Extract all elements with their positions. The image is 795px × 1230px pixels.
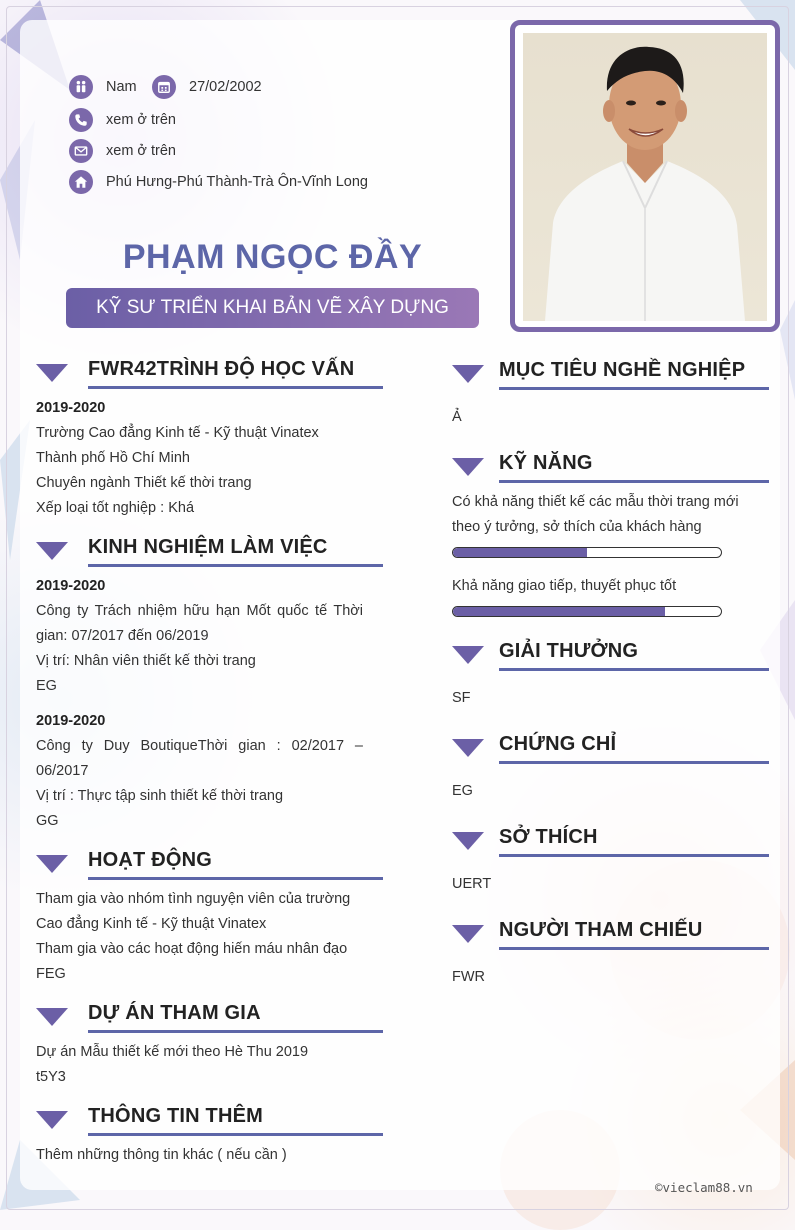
- skill-level-fill: [453, 548, 587, 557]
- section-marker-icon: [36, 1008, 68, 1026]
- more-info-title: THÔNG TIN THÊM: [88, 1105, 264, 1127]
- birthday-value: 27/02/2002: [189, 79, 262, 95]
- contact-birthday-row: [152, 75, 262, 99]
- certificates-title: CHỨNG CHỈ: [499, 733, 617, 755]
- objective-text: Ả: [452, 409, 462, 425]
- email-value: xem ở trên: [106, 143, 176, 159]
- skill-label: Khả năng giao tiếp, thuyết phục tốt: [452, 578, 677, 594]
- phone-value: xem ở trên: [106, 112, 176, 128]
- activities-text: Tham gia vào nhóm tình nguyện viên của trường Cao đẳng Kinh tế - Kỹ thuật Vinatex: [36, 891, 351, 932]
- activities-note: FEG: [36, 966, 66, 982]
- section-marker-icon: [452, 739, 484, 757]
- profile-photo: [523, 33, 767, 321]
- section-underline: [88, 877, 383, 880]
- home-icon: [69, 170, 93, 194]
- section-marker-icon: [36, 855, 68, 873]
- gender-value: Nam: [106, 79, 137, 95]
- calendar-icon: [152, 75, 176, 99]
- contact-phone-row: [69, 108, 176, 132]
- experience-role: Vị trí : Thực tập sinh thiết kế thời trang: [36, 788, 284, 804]
- section-underline: [88, 386, 383, 389]
- activities-text-2: Tham gia vào các hoạt động hiến máu nhân đạo: [36, 941, 348, 957]
- section-marker-icon: [452, 832, 484, 850]
- education-line: Thành phố Hồ Chí Minh: [36, 450, 190, 466]
- projects-note: t5Y3: [36, 1069, 66, 1085]
- education-title: FWR42TRÌNH ĐỘ HỌC VẤN: [88, 358, 355, 380]
- email-icon: [69, 139, 93, 163]
- candidate-name: PHẠM NGỌC ĐẦY: [122, 238, 423, 276]
- contact-gender-row: [69, 75, 137, 99]
- contact-email-row: [69, 139, 176, 163]
- references-text: FWR: [452, 969, 486, 985]
- section-underline: [499, 387, 769, 390]
- section-underline: [88, 1030, 383, 1033]
- certificates-text: EG: [452, 783, 473, 799]
- gender-icon: [69, 75, 93, 99]
- experience-role: Vị trí: Nhân viên thiết kế thời trang: [36, 653, 256, 669]
- section-marker-icon: [452, 925, 484, 943]
- section-marker-icon: [36, 1111, 68, 1129]
- section-marker-icon: [452, 646, 484, 664]
- watermark: ©vieclam88.vn: [655, 1180, 753, 1195]
- projects-title: DỰ ÁN THAM GIA: [88, 1002, 261, 1024]
- section-marker-icon: [452, 365, 484, 383]
- education-line: Trường Cao đẳng Kinh tế - Kỹ thuật Vinatex: [36, 425, 319, 441]
- education-period: 2019-2020: [36, 400, 106, 416]
- phone-icon: [69, 108, 93, 132]
- skill-level-bar: [452, 547, 722, 558]
- experience-company: Công ty Trách nhiệm hữu hạn Mốt quốc tế Thời gian: 07/2017 đến 06/2019: [36, 603, 363, 644]
- experience-company: Công ty Duy BoutiqueThời gian : 02/2017 – 06/2017: [36, 738, 363, 779]
- section-underline: [499, 480, 769, 483]
- section-marker-icon: [452, 458, 484, 476]
- hobbies-title: SỞ THÍCH: [499, 826, 598, 848]
- experience-note: EG: [36, 678, 57, 694]
- awards-text: SF: [452, 690, 471, 706]
- section-underline: [88, 1133, 383, 1136]
- skill-level-bar: [452, 606, 722, 617]
- skill-label: Có khả năng thiết kế các mẫu thời trang mới theo ý tưởng, sở thích của khách hàng: [452, 494, 739, 535]
- skills-title: KỸ NĂNG: [499, 452, 593, 474]
- activities-title: HOẠT ĐỘNG: [88, 849, 213, 871]
- more-info-text: Thêm những thông tin khác ( nếu cần ): [36, 1147, 287, 1163]
- section-underline: [88, 564, 383, 567]
- job-title-banner: KỸ SƯ TRIỂN KHAI BẢN VẼ XÂY DỰNG: [66, 288, 479, 328]
- hobbies-text: UERT: [452, 876, 492, 892]
- experience-note: GG: [36, 813, 59, 829]
- contact-address-row: [69, 170, 368, 194]
- awards-title: GIẢI THƯỞNG: [499, 640, 639, 662]
- section-underline: [499, 668, 769, 671]
- skill-level-fill: [453, 607, 665, 616]
- section-underline: [499, 761, 769, 764]
- experience-title: KINH NGHIỆM LÀM VIỆC: [88, 536, 328, 558]
- profile-photo-frame: [510, 20, 780, 332]
- experience-period: 2019-2020: [36, 578, 106, 594]
- address-value: Phú Hưng-Phú Thành-Trà Ôn-Vĩnh Long: [106, 174, 368, 190]
- section-marker-icon: [36, 542, 68, 560]
- projects-text: Dự án Mẫu thiết kế mới theo Hè Thu 2019: [36, 1044, 309, 1060]
- section-marker-icon: [36, 364, 68, 382]
- section-underline: [499, 947, 769, 950]
- objective-title: MỤC TIÊU NGHỀ NGHIỆP: [499, 359, 746, 381]
- education-line: Chuyên ngành Thiết kế thời trang: [36, 475, 252, 491]
- references-title: NGƯỜI THAM CHIẾU: [499, 919, 703, 941]
- experience-period: 2019-2020: [36, 713, 106, 729]
- education-line: Xếp loại tốt nghiệp : Khá: [36, 500, 195, 516]
- section-underline: [499, 854, 769, 857]
